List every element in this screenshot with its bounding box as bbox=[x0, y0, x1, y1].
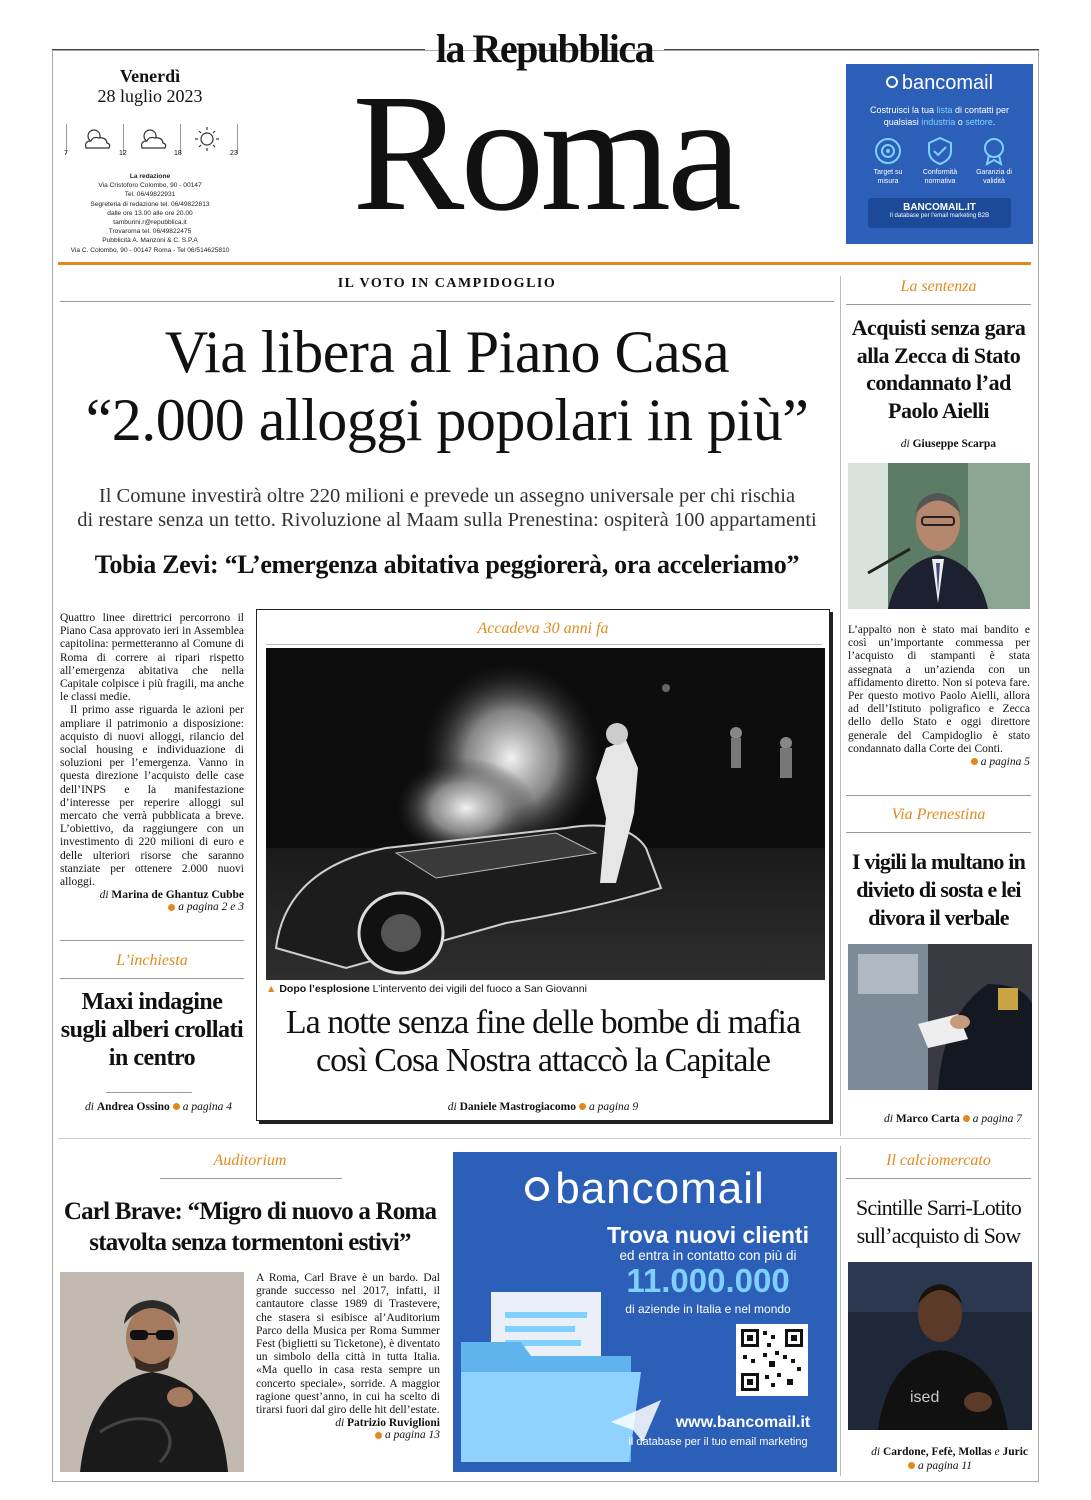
brand-rule-right bbox=[664, 49, 1039, 50]
svg-text:ised: ised bbox=[910, 1389, 940, 1406]
bottom-right-divider bbox=[840, 1146, 841, 1476]
sentenza-page-ref[interactable]: a pagina 5 bbox=[848, 756, 1030, 768]
auditorium-headline[interactable]: Carl Brave: “Migro di nuovo a Roma stavolta senza tormentoni estivi” bbox=[63, 1198, 437, 1256]
sun-cloud-icon bbox=[136, 126, 170, 152]
temp-label: 18 bbox=[174, 150, 182, 157]
temp-label: 12 bbox=[119, 150, 127, 157]
singer-photo-image bbox=[60, 1272, 244, 1472]
feature-photo[interactable] bbox=[266, 648, 825, 980]
edition-title: Roma bbox=[352, 60, 738, 246]
sentenza-byline: di Giuseppe Scarpa bbox=[900, 438, 996, 450]
lead-rule bbox=[60, 301, 834, 302]
date-day: Venerdì bbox=[119, 66, 181, 86]
calciomercato-rule bbox=[846, 1178, 1031, 1179]
calciomercato-page-ref[interactable]: a pagina 11 bbox=[846, 1460, 1031, 1472]
date-full: 28 luglio 2023 bbox=[97, 86, 203, 106]
feature-caption: ▲ Dopo l’esplosione L’intervento dei vigili del fuoco a San Giovanni bbox=[266, 983, 587, 995]
auditorium-body: A Roma, Carl Brave è un bardo. Dal grande successo nel 2017, infatti, il cantautore classe 1989 di Trastevere, che stasera si esibisce al’Auditorium Parco della Musica per Roma Summer Fest (biglietti su Ticketone), è diventato un simbolo della città in tutta Italia. «Ma quello in casa resta sempre un concerto speciale», sorride. A maggior ragione quest’anno, in cui ha scelto di tirarsi fuori dal giro delle hit dell’estate. di Patrizio Ruviglioni a pagina 13 bbox=[256, 1272, 440, 1442]
lead-summary: Il Comune investirà oltre 220 milioni e prevede un assegno universale per chi rischia di restare senza un tetto. Rivoluzione al Maam sulla Prenestina: ospiterà 100 appartamenti bbox=[77, 485, 817, 531]
inchiesta-kicker: L’inchiesta bbox=[116, 952, 188, 969]
prenestina-headline[interactable]: I vigili la multano in divieto di sosta e lei divora il verbale bbox=[851, 849, 1026, 930]
sun-cloud-icon bbox=[80, 126, 114, 152]
brand-logo[interactable]: la Repubblica bbox=[435, 26, 654, 71]
lead-page-ref[interactable]: a pagina 2 e 3 bbox=[60, 901, 244, 913]
lead-body: Quattro linee direttrici percorrono il Piano Casa approvato ieri in Assemblea capitolina: permetteranno al Comune di Roma di correre ai ripari rispetto all’emergenza abitativa che nella Capitale colpisce i più fragili, ma anche le classi medie. Il primo asse riguarda le azioni per ampliare il patrimonio a disposizione: acquisto di nuovi alloggi, rilancio del social housing e individuazione di soluzioni per l’emergenza. Vanno in questa direzione l’acquisto delle case dell’INPS e la manifestazione d’interesse per reperire alloggi sul mercato che verrà pubblicata a breve. L’obiettivo, da raggiungere con un investimento di 220 milioni di euro e delle ulteriori risorse che saranno stanziate per ottenere 2.000 nuovi alloggi. di Marina de Ghantuz Cubbe a pagina 2 e 3 bbox=[60, 612, 244, 914]
feature-kicker: Accadeva 30 anni fa bbox=[477, 620, 609, 637]
sentenza-body: L’appalto non è stato mai bandito e così un’importante commessa per l’acquisto di stampanti è stata assegnata a un’azienda con un affidamento diretto. Non si poteva fare. Per questo motivo Paolo Aielli, allora ad dell’Istituto poligrafico e Zecca dello dello Stato e oggi direttore generale del Campidoglio è stato condannato dalla Corte dei Conti. a pagina 5 bbox=[848, 624, 1030, 769]
bottom-ad-logo: bancomail bbox=[453, 1164, 837, 1214]
ad-brand: bancomail bbox=[901, 72, 994, 94]
lead-section-label: IL VOTO IN CAMPIDOGLIO bbox=[337, 276, 557, 291]
auditorium-page-ref[interactable]: a pagina 13 bbox=[256, 1429, 440, 1441]
portrait-photo-image bbox=[848, 463, 1030, 609]
ad-feature-label: Garanzia di validità bbox=[976, 169, 1012, 185]
prenestina-byline[interactable]: di Marco Carta a pagina 7 bbox=[884, 1113, 1022, 1125]
brand-rule-left bbox=[52, 49, 425, 50]
inchiesta-kicker-rule bbox=[60, 978, 244, 979]
ad-cta-button[interactable]: BANCOMAIL.IT Il database per l'email marketing B2B bbox=[868, 198, 1011, 228]
calciomercato-kicker: Il calciomercato bbox=[886, 1152, 991, 1169]
feature-headline[interactable]: La notte senza fine delle bombe di mafia così Cosa Nostra attaccò la Capitale bbox=[285, 1004, 801, 1079]
feature-kicker-rule bbox=[266, 644, 822, 645]
police-photo-image bbox=[848, 944, 1032, 1090]
weather-strip bbox=[66, 124, 238, 160]
inchiesta-rule bbox=[60, 940, 244, 941]
explosion-photo-image bbox=[266, 648, 825, 980]
lead-quote[interactable]: Tobia Zevi: “L’emergenza abitativa peggiorerà, ora acceleriamo” bbox=[94, 550, 800, 579]
redazione-box: La redazione Via Cristoforo Colombo, 90 - 00147 Tel. 06/49822931 Segreteria di redazione tel. 06/49822813 dalle ore 13.00 alle ore 20.00 tamburini.r@repubblica.it Trovaroma tel. 06/49822475 Pubblicità A. Manzoni & C. S.P.A Via C. Colombo, 90 - 00147 Roma - Tel 06/514625810 bbox=[70, 173, 230, 254]
bottom-ad-line2: ed entra in contatto con più di bbox=[619, 1248, 797, 1263]
bottom-ad-tagline: il database per il tuo email marketing bbox=[628, 1436, 808, 1448]
sentenza-rule bbox=[846, 304, 1031, 305]
bancomail-logo-icon bbox=[886, 76, 898, 88]
temp-label: 23 bbox=[230, 150, 238, 157]
top-bancomail-ad[interactable] bbox=[846, 64, 1033, 244]
lead-headline[interactable]: Via libera al Piano Casa “2.000 alloggi popolari in più” bbox=[85, 319, 809, 453]
auditorium-rule bbox=[160, 1178, 342, 1179]
calciomercato-headline[interactable]: Scintille Sarri-Lotito sull’acquisto di Sow bbox=[855, 1195, 1022, 1248]
right-column-divider bbox=[840, 276, 841, 1136]
section-divider bbox=[58, 262, 1031, 265]
prenestina-rule bbox=[846, 832, 1031, 833]
sun-icon bbox=[192, 126, 222, 152]
auditorium-kicker: Auditorium bbox=[213, 1152, 287, 1169]
calciomercato-byline: di Cardone, Fefè, Mollas e Juric bbox=[871, 1446, 1028, 1458]
prenestina-photo[interactable] bbox=[848, 944, 1032, 1090]
bancomail-logo-icon bbox=[525, 1177, 549, 1201]
feature-byline[interactable]: di Daniele Mastrogiacomo a pagina 9 bbox=[447, 1101, 639, 1113]
badge-icon bbox=[979, 136, 1009, 166]
auditorium-photo[interactable] bbox=[60, 1272, 244, 1472]
bottom-section-rule bbox=[58, 1138, 1031, 1139]
ad-feature-label: Target su misura bbox=[873, 169, 903, 185]
qr-code[interactable] bbox=[736, 1324, 808, 1396]
inchiesta-headline[interactable]: Maxi indagine sugli alberi crollati in centro bbox=[60, 989, 244, 1071]
temp-label: 7 bbox=[64, 150, 68, 157]
bottom-bancomail-ad[interactable] bbox=[453, 1152, 837, 1472]
inchiesta-byline-rule bbox=[106, 1092, 192, 1093]
ad-feature-label: Conformità normativa bbox=[922, 169, 958, 185]
bottom-ad-url[interactable]: www.bancomail.it bbox=[675, 1414, 811, 1431]
caption-triangle-icon: ▲ bbox=[266, 983, 277, 995]
bottom-ad-number: 11.000.000 bbox=[626, 1262, 790, 1299]
target-icon bbox=[873, 136, 903, 166]
inchiesta-byline[interactable]: di Andrea Ossino a pagina 4 bbox=[85, 1101, 232, 1113]
footballer-photo-image bbox=[848, 1262, 1032, 1430]
prenestina-kicker: Via Prenestina bbox=[891, 806, 986, 823]
calciomercato-photo[interactable] bbox=[848, 1262, 1032, 1430]
auditorium-byline: di Patrizio Ruviglioni bbox=[335, 1417, 440, 1430]
prenestina-top-rule bbox=[846, 795, 1031, 796]
sentenza-kicker: La sentenza bbox=[900, 278, 977, 295]
bottom-ad-line3: di aziende in Italia e nel mondo bbox=[625, 1302, 791, 1316]
bottom-ad-line1: Trova nuovi clienti bbox=[607, 1222, 809, 1248]
sentenza-photo[interactable] bbox=[848, 463, 1030, 609]
shield-check-icon bbox=[925, 136, 955, 166]
ad-text: Costruisci la tua lista di contatti per qualsiasi industria o settore. bbox=[869, 105, 1010, 127]
sentenza-headline[interactable]: Acquisti senza gara alla Zecca di Stato condannato l’ad Paolo Aielli bbox=[851, 315, 1026, 423]
lead-byline: di Marina de Ghantuz Cubbe bbox=[99, 889, 244, 902]
